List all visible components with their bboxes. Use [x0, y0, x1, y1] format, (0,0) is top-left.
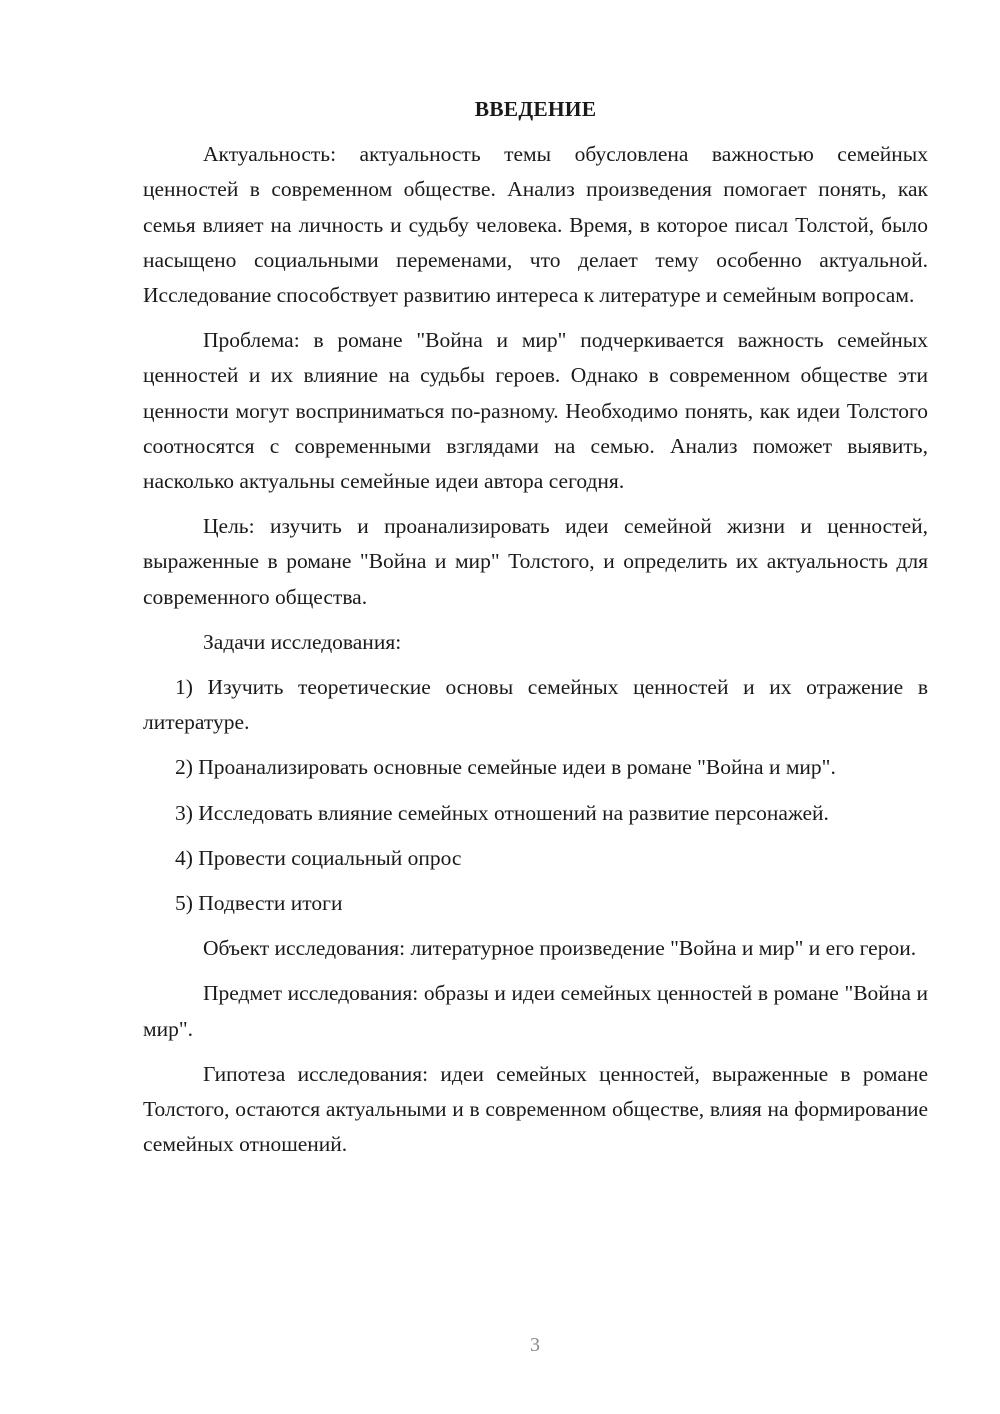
- paragraph-goal: Цель: изучить и проанализировать идеи семейной жизни и ценностей, выраженные в романе "Война и мир" Толстого, и определить их актуальность для современного общества.: [143, 514, 928, 609]
- task-item-2: 2) Проанализировать основные семейные идеи в романе "Война и мир".: [175, 755, 836, 780]
- paragraph-object: Объект исследования: литературное произведение "Война и мир" и его герои.: [203, 936, 917, 961]
- tasks-heading: Задачи исследования:: [203, 629, 402, 654]
- task-item-4: 4) Провести социальный опрос: [175, 845, 462, 870]
- page-content: [143, 92, 928, 1172]
- task-item-5: 5) Подвести итоги: [175, 891, 343, 916]
- section-title: ВВЕДЕНИЕ: [474, 97, 597, 121]
- page-number: 3: [530, 1334, 540, 1356]
- paragraph-hypothesis: Гипотеза исследования: идеи семейных ценностей, выраженные в романе Толстого, остаются актуальными и в современном обществе, влияя на формирование семейных отношений.: [143, 1061, 928, 1157]
- paragraph-relevance: Актуальность: актуальность темы обусловлена важностью семейных ценностей в современном обществе. Анализ произведения помогает понять, как семья влияет на личность и судьбу человека. Время, в которое писал Толстой, было насыщено социальными переменами, что делает тему особенно актуальной. Исследование способствует развитию интереса к литературе и семейным вопросам.: [143, 142, 928, 308]
- task-item-3: 3) Исследовать влияние семейных отношений на развитие персонажей.: [175, 800, 829, 825]
- task-item-1: 1) Изучить теоретические основы семейных ценностей и их отражение в литературе.: [143, 675, 928, 735]
- paragraph-subject: Предмет исследования: образы и идеи семейных ценностей в романе "Война и мир".: [143, 981, 928, 1041]
- paragraph-problem: Проблема: в романе "Война и мир" подчеркивается важность семейных ценностей и их влияние на судьбы героев. Однако в современном обществе эти ценности могут восприниматься по-разному. Необходимо понять, как идеи Толстого соотносятся с современными взглядами на семью. Анализ поможет выявить, насколько актуальны семейные идеи автора сегодня.: [143, 328, 928, 494]
